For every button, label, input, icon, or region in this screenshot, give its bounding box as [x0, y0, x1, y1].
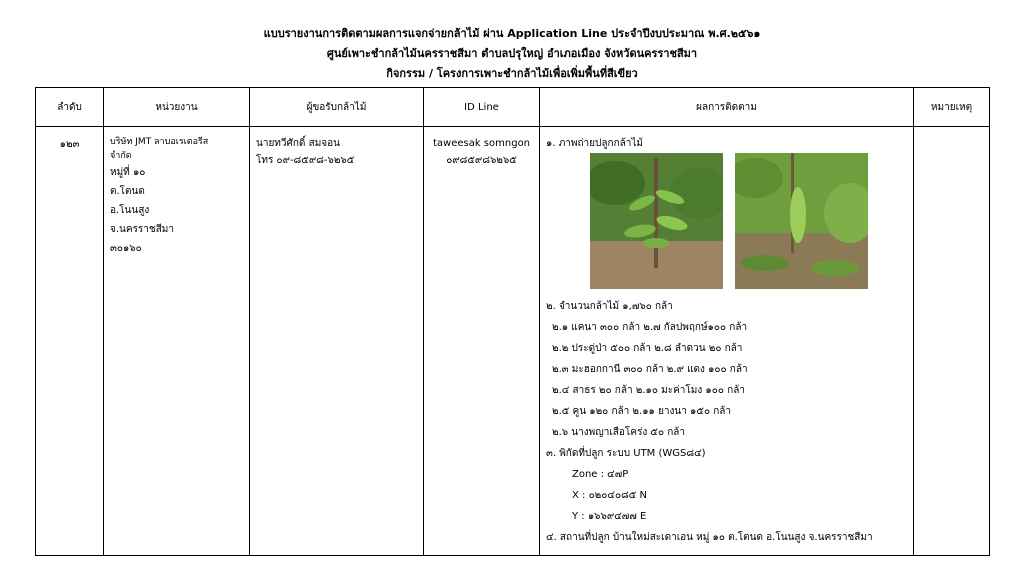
table-header-row: [36, 88, 990, 127]
line-id-number: ๐๙๘๕๙๘๖๒๖๕: [446, 155, 517, 166]
utm-zone: Zone : ๔๗P: [572, 469, 629, 480]
col-header-results: ผลการติดตาม: [540, 88, 914, 127]
line-id-name: taweesak somngon: [432, 138, 531, 149]
col-header-line-id: ID Line: [424, 88, 540, 127]
col-header-remark: หมายเหตุ: [914, 88, 990, 127]
cell-unit: [104, 127, 250, 556]
report-subtitle-center: ศูนย์เพาะชำกล้าไม้นครราชสีมา ตำบลปรุใหญ่ อำเภอเมือง จังหวัดนครราชสีมา: [326, 47, 698, 60]
col-header-applicant: ผู้ขอรับกล้าไม้: [250, 88, 424, 127]
unit-tambon: ต.โตนด: [110, 186, 145, 197]
results-block: [540, 127, 913, 555]
species-line: ๒.๒ ประดู่ป่า ๕๐๐ กล้า ๒.๘ ลำดวน ๒๐ กล้า: [552, 343, 743, 354]
species-line: ๒.๑ แคนา ๓๐๐ กล้า ๒.๗ กัลปพฤกษ์๑๐๐ กล้า: [552, 322, 748, 333]
unit-province: จ.นครราชสีมา: [110, 224, 175, 235]
table-row: [36, 127, 990, 556]
applicant-name: นายทวีศักดิ์ สมจอน: [256, 138, 340, 149]
unit-company-suffix: จำกัด: [110, 151, 132, 161]
species-line: ๒.๔ สาธร ๒๐ กล้า ๒.๑๐ มะค่าโมง ๑๐๐ กล้า: [552, 385, 745, 396]
result-item-quantity: ๒. จำนวนกล้าไม้ ๑,๗๖๐ กล้า: [546, 301, 673, 312]
applicant-phone: โทร ๐๙-๘๕๙๘-๖๒๖๕: [256, 155, 355, 166]
seedling-photo-1: [590, 153, 723, 289]
unit-block: [104, 127, 249, 258]
cell-results: [540, 127, 914, 556]
report-subtitle-activity: กิจกรรม / โครงการเพาะชำกล้าไม้เพื่อเพิ่มพื้นที่สีเขียว: [386, 67, 638, 80]
col-header-index: ลำดับ: [36, 88, 104, 127]
species-line: ๒.๖ นางพญาเสือโคร่ง ๕๐ กล้า: [552, 427, 686, 438]
report-title: แบบรายงานการติดตามผลการแจกจ่ายกล้าไม้ ผ่าน Application Line ประจำปีงบประมาณ พ.ศ.๒๕๖๑: [263, 27, 761, 40]
utm-y: Y : ๑๖๖๙๔๗๗ E: [572, 511, 647, 522]
species-line: ๒.๓ มะฮอกกานี ๓๐๐ กล้า ๒.๙ แดง ๑๐๐ กล้า: [552, 364, 748, 375]
report-table: [35, 87, 990, 556]
cell-index: [36, 127, 104, 556]
cell-line-id: [424, 127, 540, 556]
line-id-block: [424, 127, 539, 169]
applicant-block: [250, 127, 423, 169]
seedling-photo-2: [735, 153, 868, 289]
result-item-photos: ๑. ภาพถ่ายปลูกกล้าไม้: [546, 138, 643, 149]
unit-moo: หมู่ที่ ๑๐: [110, 167, 146, 178]
species-line: ๒.๕ คูน ๑๒๐ กล้า ๒.๑๑ ยางนา ๑๕๐ กล้า: [552, 406, 732, 417]
row-index: ๑๒๓: [59, 139, 80, 150]
result-item-coordinates: ๓. พิกัดที่ปลูก ระบบ UTM (WGS๘๔): [546, 448, 706, 459]
unit-amphoe: อ.โนนสูง: [110, 205, 150, 216]
unit-postcode: ๓๐๑๖๐: [110, 243, 142, 254]
unit-company: บริษัท JMT ลาบอเรเตอรีส: [110, 137, 209, 147]
result-item-location: ๔. สถานที่ปลูก บ้านใหม่สะเดาเอน หมู่ ๑๐ ต.โตนด อ.โนนสูง จ.นครราชสีมา: [546, 532, 873, 543]
col-header-unit: หน่วยงาน: [104, 88, 250, 127]
cell-applicant: [250, 127, 424, 556]
utm-x: X : ๐๒๐๔๐๘๕ N: [572, 490, 647, 501]
remark-text: [914, 127, 989, 135]
cell-remark: [914, 127, 990, 556]
